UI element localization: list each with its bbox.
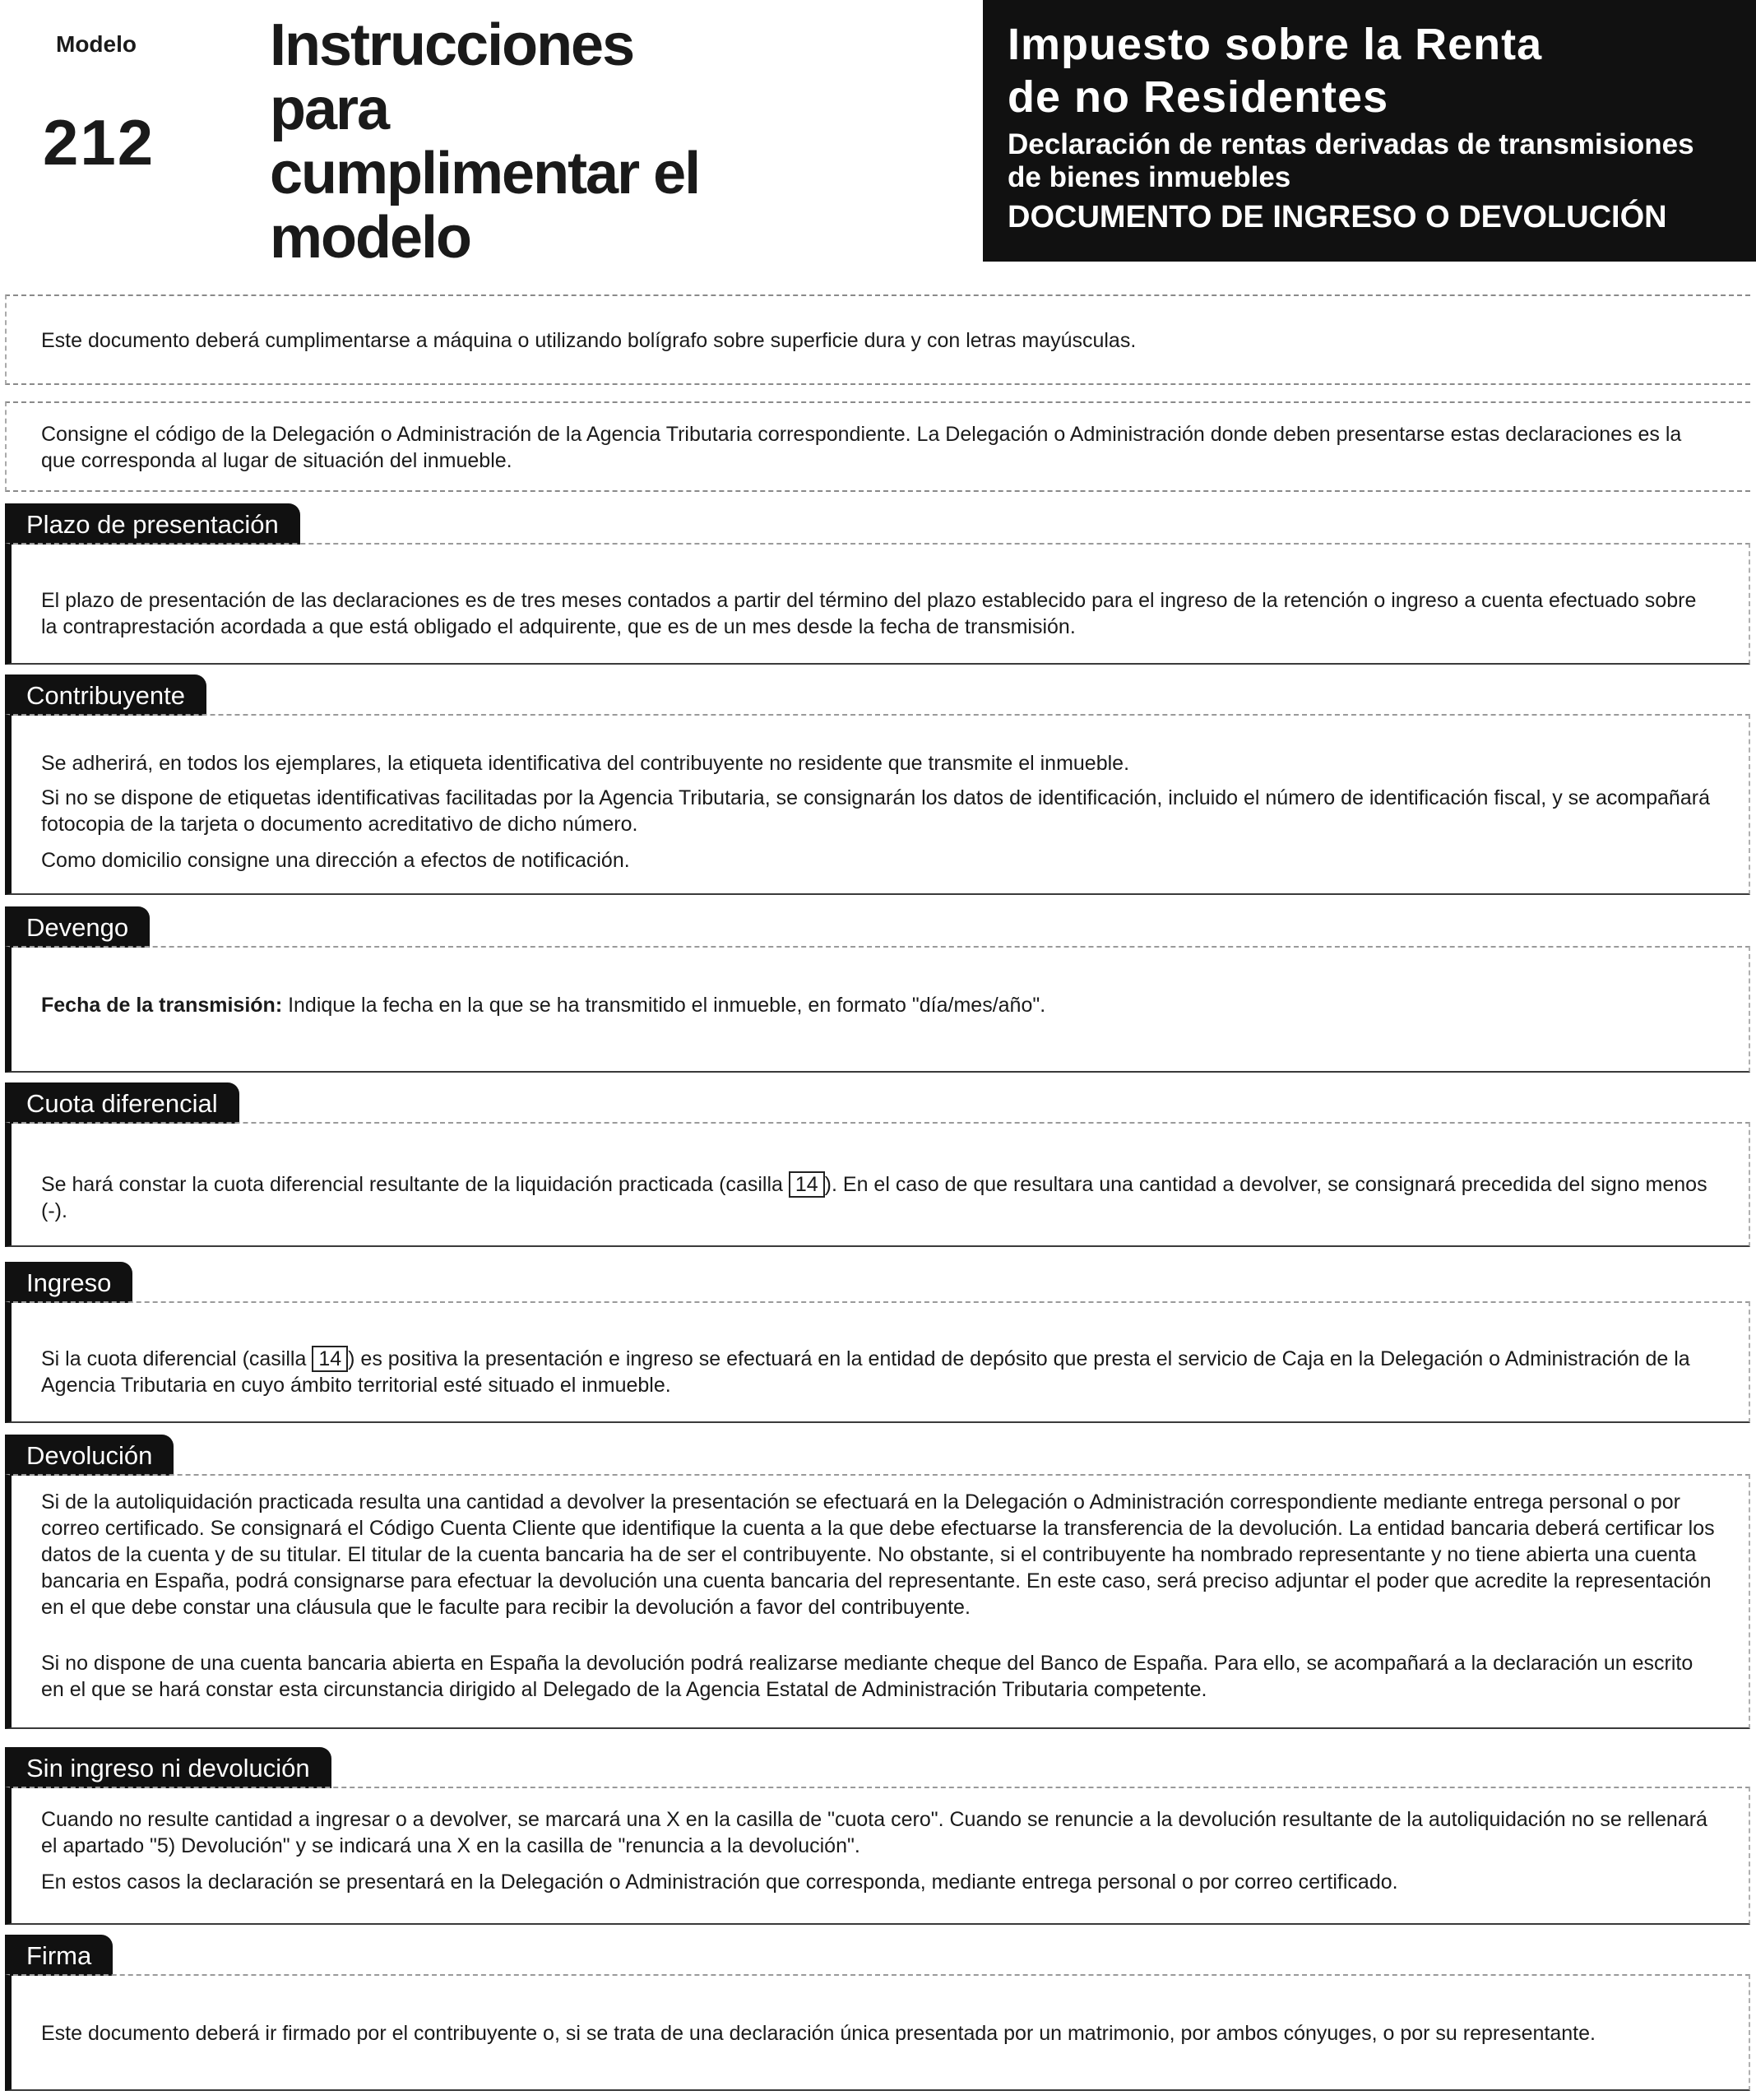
section-label-sin-ingreso: Sin ingreso ni devolución	[5, 1747, 331, 1788]
section-body-cuota	[5, 1122, 1750, 1247]
contribuyente-text-3: Como domicilio consigne una dirección a efectos de notificación.	[41, 849, 630, 872]
devengo-text	[41, 992, 1716, 1018]
document-type: DOCUMENTO DE INGRESO O DEVOLUCIÓN	[1008, 200, 1667, 234]
ingreso-text-a: Si la cuota diferencial (casilla	[41, 1347, 313, 1370]
section-ingreso	[5, 1262, 1750, 1423]
tax-title-line-1: Impuesto sobre la Renta	[1008, 20, 1543, 69]
section-plazo	[5, 503, 1750, 665]
modelo-label: Modelo	[56, 31, 137, 57]
section-devolucion	[5, 1435, 1750, 1729]
ingreso-text-b: ) es positiva la presentación e ingreso se efectuará en la entidad de depósito que presta el servicio de Caja en la Delegación o Administración de la Agencia Tributaria en cuyo ámbito territorial esté situado el inmueble.	[41, 1347, 1690, 1397]
devolucion-text-1: Si de la autoliquidación practicada resulta una cantidad a devolver la presentación se efectuará en la Delegación o Administración correspondiente mediante entrega personal o por correo certificado. Se consignará el Código Cuenta Cliente que identifique la cuenta a la que debe efectuarse la transferencia de la devolución. La entidad bancaria deberá certificar los datos de la cuenta y de su titular. El titular de la cuenta bancaria ha de ser el contribuyente. No obstante, si el contribuyente ha nombrado representante y no tiene abierta una cuenta bancaria en España, podrá consignarse para efectuar la devolución una cuenta bancaria del representante. En este caso, será preciso adjuntar el poder que acredite la representación en el que debe constar una cláusula que le faculte para recibir la devolución a favor del contribuyente.	[41, 1490, 1715, 1619]
section-label-contribuyente: Contribuyente	[5, 675, 206, 716]
section-body-contribuyente	[5, 714, 1750, 895]
section-cuota	[5, 1082, 1750, 1247]
section-body-devolucion	[5, 1474, 1750, 1729]
plazo-text: El plazo de presentación de las declaraciones es de tres meses contados a partir del término del plazo establecido para el ingreso de la retención o ingreso a cuenta efectuado sobre la contraprestación acordada a que está obligado el adquirente, que es de un mes desde la fecha de transmisión.	[41, 589, 1697, 638]
section-body-firma	[5, 1974, 1750, 2091]
section-body-plazo	[5, 543, 1750, 665]
tax-title-line-2: de no Residentes	[1008, 72, 1389, 122]
section-firma	[5, 1935, 1750, 2091]
firma-text: Este documento deberá ir firmado por el contribuyente o, si se trata de una declaración única presentada por un matrimonio, por ambos cónyuges, o por su representante.	[41, 2022, 1596, 2045]
contribuyente-text-2: Si no se dispone de etiquetas identificativas facilitadas por la Agencia Tributaria, se consignarán los datos de identificación, incluido el número de identificación fiscal, y se acompañará fotocopia de la tarjeta o documento acreditativo de dicho número.	[41, 786, 1710, 836]
devengo-lead: Fecha de la transmisión:	[41, 994, 283, 1017]
section-body-sin-ingreso	[5, 1787, 1750, 1925]
section-body-ingreso	[5, 1301, 1750, 1423]
cuota-text-a: Se hará constar la cuota diferencial resultante de la liquidación practicada (casilla	[41, 1173, 789, 1196]
tax-title-box	[983, 0, 1756, 262]
sin-ingreso-text-2: En estos casos la declaración se presentará en la Delegación o Administración que corresponda, mediante entrega personal o por correo certificado.	[41, 1871, 1398, 1894]
page-title: Instrucciones para cumplimentar el modelo	[270, 12, 700, 271]
section-sin-ingreso	[5, 1747, 1750, 1925]
section-body-devengo	[5, 946, 1750, 1073]
page-header	[0, 0, 1756, 271]
intro-text-1: Este documento deberá cumplimentarse a máquina o utilizando bolígrafo sobre superficie dura y con letras mayúsculas.	[41, 329, 1137, 352]
sin-ingreso-text-1: Cuando no resulte cantidad a ingresar o a devolver, se marcará una X en la casilla de "cuota cero". Cuando se renuncie a la devolución resultante de la autoliquidación no se rellenará el apartado "5) Devolución" y se indicará una X en la casilla de "renuncia a la devolución".	[41, 1808, 1707, 1857]
section-label-plazo: Plazo de presentación	[5, 503, 300, 545]
intro-box-2	[5, 401, 1750, 492]
ingreso-text	[41, 1346, 1716, 1398]
intro-text-2: Consigne el código de la Delegación o Administración de la Agencia Tributaria correspondiente. La Delegación o Administración donde deben presentarse estas declaraciones es la que corresponda al lugar de situación del inmueble.	[41, 423, 1682, 472]
intro-box-1	[5, 294, 1750, 385]
cuota-text-b: ). En el caso de que resultara una cantidad a devolver, se consignará precedida del signo menos (-).	[41, 1173, 1707, 1222]
section-devengo	[5, 906, 1750, 1073]
casilla-14-box: 14	[312, 1346, 348, 1372]
modelo-number: 212	[43, 106, 155, 178]
section-contribuyente	[5, 675, 1750, 895]
section-label-firma: Firma	[5, 1935, 113, 1976]
section-label-devengo: Devengo	[5, 906, 150, 948]
casilla-14-box: 14	[789, 1171, 825, 1198]
cuota-text	[41, 1171, 1716, 1224]
tax-subtitle: Declaración de rentas derivadas de transmisiones de bienes inmuebles	[1008, 128, 1694, 193]
devolucion-text-2: Si no dispone de una cuenta bancaria abierta en España la devolución podrá realizarse mediante cheque del Banco de España. Para ello, se acompañará a la declaración un escrito en el que se hará constar esta circunstancia dirigido al Delegado de la Agencia Estatal de Administración Tributaria competente.	[41, 1652, 1693, 1701]
devengo-body: Indique la fecha en la que se ha transmitido el inmueble, en formato "día/mes/año".	[282, 994, 1046, 1017]
section-label-cuota: Cuota diferencial	[5, 1082, 239, 1124]
contribuyente-text-1: Se adherirá, en todos los ejemplares, la etiqueta identificativa del contribuyente no residente que transmite el inmueble.	[41, 752, 1130, 775]
section-label-devolucion: Devolución	[5, 1435, 174, 1476]
section-label-ingreso: Ingreso	[5, 1262, 132, 1303]
